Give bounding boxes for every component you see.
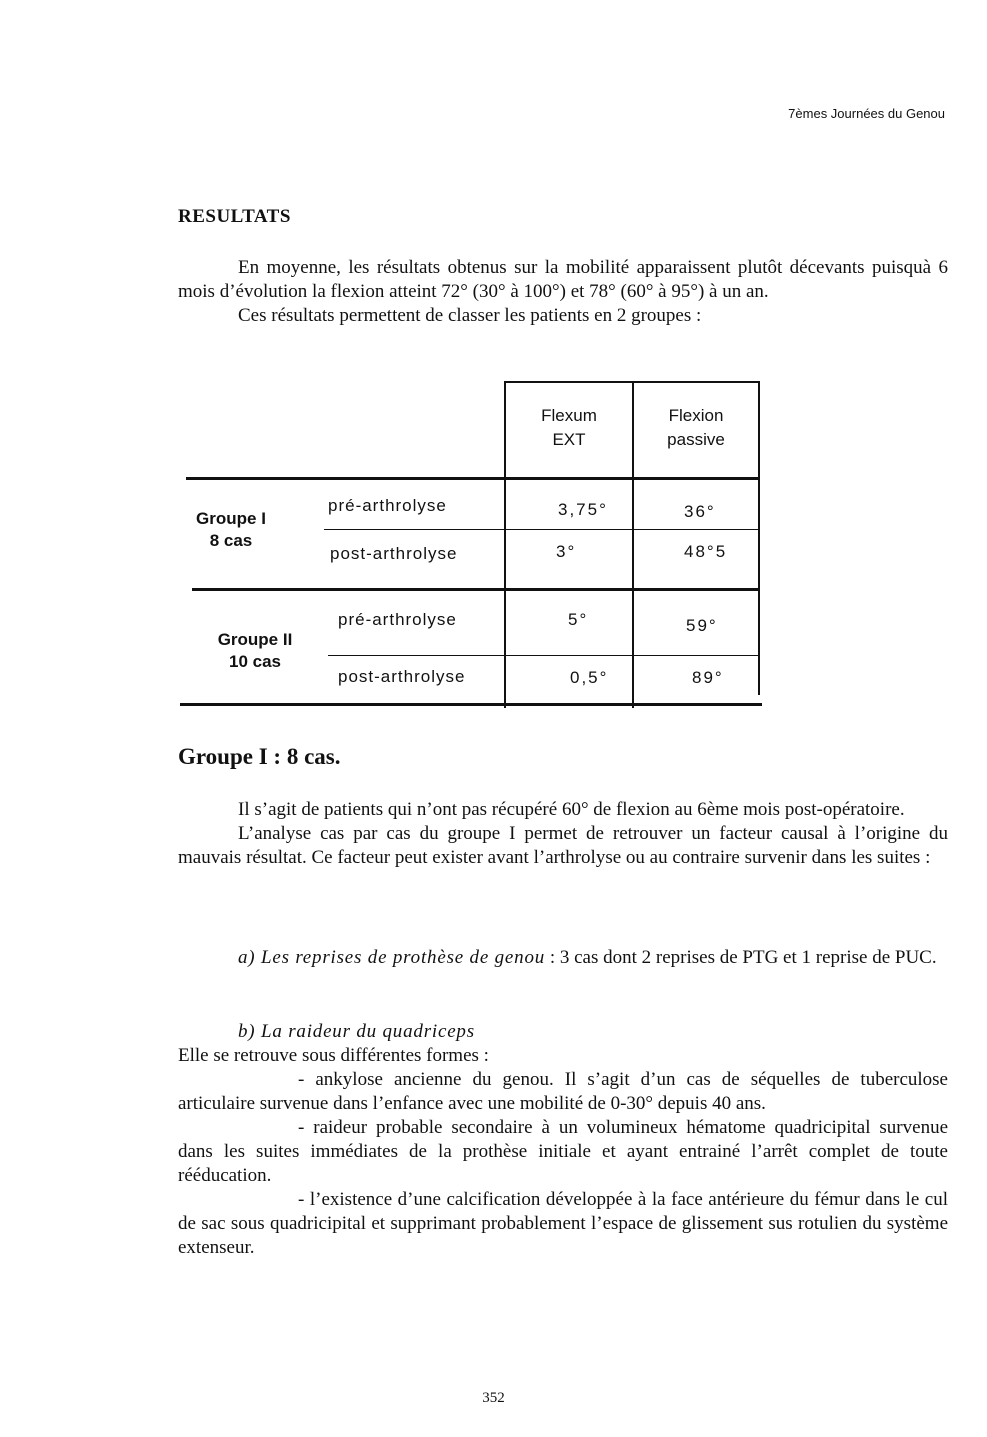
item-a xyxy=(178,946,948,970)
bullet-item: - ankylose ancienne du genou. Il s’agit d’un cas de séquelles de tuberculose articulaire survenue dans l’enfance avec une mobilité de 0-30° depuis 40 ans. xyxy=(178,1069,948,1114)
col-header-flexum: Flexum EXT xyxy=(541,406,597,449)
groupe1-text-2: L’analyse cas par cas du groupe I permet de retrouver un facteur causal à l’origine du mauvais résultat. Ce facteur peut exister avant l’arthrolyse ou au contraire survenir dans les suites : xyxy=(178,823,948,868)
cell-flexion: 36° xyxy=(684,502,716,521)
row-label: pré-arthrolyse xyxy=(328,496,447,515)
table-rule xyxy=(192,588,760,591)
bullet-item: - raideur probable secondaire à un volumineux hématome quadricipital survenue dans les suites immédiates de la prothèse initiale et ayant entrainé l’arrêt complet de toute rééducation. xyxy=(178,1117,948,1186)
table-rule xyxy=(186,477,760,480)
cell-flexum: 0,5° xyxy=(570,668,609,687)
item-b-intro: Elle se retrouve sous différentes formes : xyxy=(178,1045,489,1066)
page-number: 352 xyxy=(482,1390,505,1406)
table-rule xyxy=(324,529,760,530)
table-rule xyxy=(328,655,760,656)
cell-flexum: 3° xyxy=(556,542,577,561)
item-b-label: b) La raideur du quadriceps xyxy=(238,1021,475,1042)
col-header-flexion: Flexion passive xyxy=(667,406,725,449)
item-a-text: : 3 cas dont 2 reprises de PTG et 1 reprise de PUC. xyxy=(545,947,937,968)
group-2-label: Groupe II 10 cas xyxy=(217,630,293,671)
cell-flexion: 89° xyxy=(692,668,724,687)
intro-text-2: Ces résultats permettent de classer les patients en 2 groupes : xyxy=(238,305,702,326)
item-b xyxy=(178,1020,948,1260)
groupe1-title: Groupe I : 8 cas. xyxy=(178,744,341,769)
cell-flexion: 59° xyxy=(686,616,718,635)
item-a-label: a) Les reprises de prothèse de genou xyxy=(238,947,546,968)
row-label: post-arthrolyse xyxy=(330,544,458,563)
cell-flexion: 48°5 xyxy=(684,542,728,561)
bullet-item: - l’existence d’une calcification développée à la face antérieure du fémur dans le cul de sac sous quadricipital et supprimant probablement l’espace de glissement sus rotulien du système extenseur. xyxy=(178,1189,948,1258)
cell-flexum: 3,75° xyxy=(558,500,608,519)
intro-text-1: En moyenne, les résultats obtenus sur la mobilité apparaissent plutôt décevants puisquà 6 mois d’évolution la flexion atteint 72° (30° à 100°) et 78° (60° à 95°) à un an. xyxy=(178,257,948,302)
groupe1-text-1: Il s’agit de patients qui n’ont pas récupéré 60° de flexion au 6ème mois post-opératoire. xyxy=(238,799,905,820)
groupe1-paragraphs xyxy=(178,798,948,870)
row-label: post-arthrolyse xyxy=(338,667,466,686)
group-1-label: Groupe I 8 cas xyxy=(196,509,266,550)
row-label: pré-arthrolyse xyxy=(338,610,457,629)
table-rule xyxy=(758,381,760,695)
running-header: 7èmes Journées du Genou xyxy=(788,106,945,121)
cell-flexum: 5° xyxy=(568,610,589,629)
section-title: RESULTATS xyxy=(178,206,291,227)
table-rule xyxy=(180,703,762,706)
